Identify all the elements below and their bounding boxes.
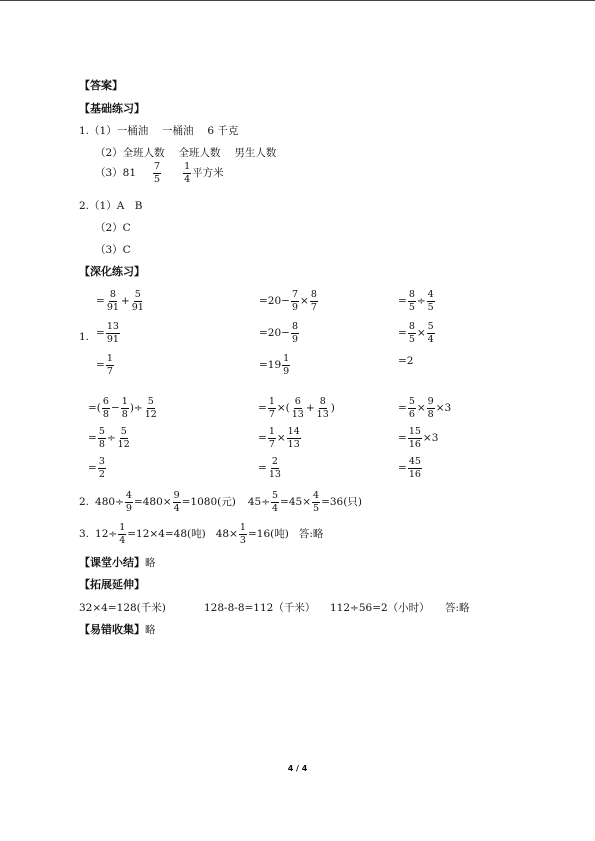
deep-c2-r3: =19 $\frac{1}{9}$ [259, 353, 290, 377]
fraction: $\frac{14}{13}$ [287, 426, 300, 450]
basic-q1-3-prefix: （3）81 [95, 167, 137, 179]
fraction: $\frac{1}{7}$ [106, 353, 113, 377]
fraction: $\frac{5}{91}$ [131, 289, 144, 313]
fraction: $\frac{8}{5}$ [408, 321, 415, 345]
deep-b1-r2: = $\frac{5}{8}$ ÷ $\frac{5}{12}$ [88, 426, 130, 450]
fraction: $\frac{7}{9}$ [291, 289, 299, 313]
deep-practice-heading: 【深化练习】 [79, 265, 145, 278]
fraction: $\frac{9}{8}$ [427, 396, 434, 420]
extend-step-2: 128-8-8=112（千米） [204, 602, 316, 614]
summary-line [79, 556, 156, 570]
answer-heading: 【答案】 [79, 79, 123, 92]
extend-step-1: 32×4=128(千米) [79, 602, 166, 614]
deep-c1-r3: = $\frac{1}{7}$ [96, 353, 113, 377]
basic-q2-2: （2）C [95, 222, 131, 234]
deep-q1-label: 1. [79, 331, 90, 343]
fraction: $\frac{1}{7}$ [268, 426, 275, 450]
deep-c3-r1: = $\frac{8}{5}$ ÷ $\frac{4}{5}$ [398, 289, 434, 313]
deep-b3-r3: = $\frac{45}{16}$ [398, 456, 421, 480]
deep-q3: 3. 12÷ $\frac{1}{4}$ =12×4=48(吨) 48× $\frac{1}{3}$ =16(吨) 答:略 [79, 522, 324, 546]
errors-text: 略 [145, 624, 156, 636]
basic-q1-2: （2）全班人数 全班人数 男生人数 [95, 147, 277, 159]
deep-b1-r1: =( $\frac{6}{8}$ − $\frac{1}{8}$ )÷ $\frac{5}{12}$ [88, 396, 157, 420]
fraction: $\frac{1}{3}$ [239, 522, 246, 546]
fraction: $\frac{5}{12}$ [144, 396, 157, 420]
fraction: $\frac{6}{13}$ [291, 396, 304, 420]
fraction: $\frac{4}{5}$ [313, 490, 320, 514]
fraction: $\frac{8}{13}$ [316, 396, 329, 420]
deep-b2-r2: = $\frac{1}{7}$ × $\frac{14}{13}$ [258, 426, 300, 450]
basic-q1-1: 1.（1）一桶油 一桶油 6 千克 [79, 125, 239, 137]
fraction: $\frac{1}{4}$ [184, 161, 191, 185]
header-rule [0, 0, 595, 1]
fraction: $\frac{5}{4}$ [427, 321, 434, 345]
fraction: $\frac{2}{13}$ [268, 456, 281, 480]
errors-line [79, 623, 156, 637]
fraction: $\frac{1}{4}$ [119, 522, 126, 546]
fraction: $\frac{5}{6}$ [408, 396, 415, 420]
errors-heading: 【易错收集】 [79, 623, 145, 636]
fraction: $\frac{8}{91}$ [106, 289, 119, 313]
fraction: $\frac{8}{9}$ [291, 321, 299, 345]
fraction: $\frac{1}{8}$ [121, 396, 128, 420]
deep-b3-r2: = $\frac{15}{16}$ ×3 [398, 426, 439, 450]
deep-c3-r2: = $\frac{8}{5}$ × $\frac{5}{4}$ [398, 321, 434, 345]
fraction: $\frac{6}{8}$ [102, 396, 109, 420]
basic-practice-heading: 【基础练习】 [79, 102, 145, 115]
fraction: $\frac{15}{16}$ [408, 426, 421, 450]
summary-text: 略 [145, 557, 156, 569]
extend-heading: 【拓展延伸】 [79, 578, 145, 591]
deep-c2-r2: =20− $\frac{8}{9}$ [259, 321, 299, 345]
basic-q1-3-suffix: 平方米 [192, 167, 224, 179]
deep-c2-r1: =20− $\frac{7}{9}$ × $\frac{8}{7}$ [259, 289, 317, 313]
fraction: $\frac{4}{9}$ [125, 490, 132, 514]
summary-heading: 【课堂小结】 [79, 556, 145, 569]
fraction: $\frac{9}{4}$ [173, 490, 180, 514]
deep-c3-r3: =2 [398, 355, 414, 367]
deep-c1-r1: = $\frac{8}{91}$ + $\frac{5}{91}$ [96, 289, 144, 313]
fraction: $\frac{4}{5}$ [427, 289, 434, 313]
fraction: $\frac{8}{7}$ [310, 289, 317, 313]
basic-q1-3 [95, 162, 224, 184]
deep-q2: 2. 480÷ $\frac{4}{9}$ =480× $\frac{9}{4}$ =1080(元) 45÷ $\frac{5}{4}$ =45× $\frac{4}{5}$ =36(只) [79, 490, 362, 514]
basic-q2-3: （3）C [95, 244, 131, 256]
deep-c1-r2: = $\frac{13}{91}$ [96, 321, 119, 345]
page-number: 4 / 4 [287, 764, 308, 773]
deep-b2-r1: = $\frac{1}{7}$ ×( $\frac{6}{13}$ + $\frac{8}{13}$ ) [258, 396, 335, 420]
fraction: $\frac{5}{8}$ [98, 426, 105, 450]
deep-b1-r3: = $\frac{3}{2}$ [88, 456, 105, 480]
fraction: $\frac{1}{7}$ [268, 396, 275, 420]
fraction: $\frac{8}{5}$ [408, 289, 415, 313]
fraction: $\frac{5}{4}$ [272, 490, 279, 514]
fraction: $\frac{3}{2}$ [98, 456, 105, 480]
extend-answer: 答:略 [445, 602, 470, 614]
extend-step-3: 112÷56=2（小时） [330, 602, 430, 614]
fraction: $\frac{45}{16}$ [408, 456, 421, 480]
fraction: $\frac{13}{91}$ [106, 321, 119, 345]
basic-q2-1: 2.（1）A B [79, 200, 143, 212]
deep-b2-r3: = $\frac{2}{13}$ [258, 456, 281, 480]
fraction: $\frac{5}{12}$ [117, 426, 130, 450]
fraction: $\frac{7}{5}$ [154, 161, 161, 185]
deep-b3-r1: = $\frac{5}{6}$ × $\frac{9}{8}$ ×3 [398, 396, 452, 420]
fraction: $\frac{1}{9}$ [283, 353, 290, 377]
